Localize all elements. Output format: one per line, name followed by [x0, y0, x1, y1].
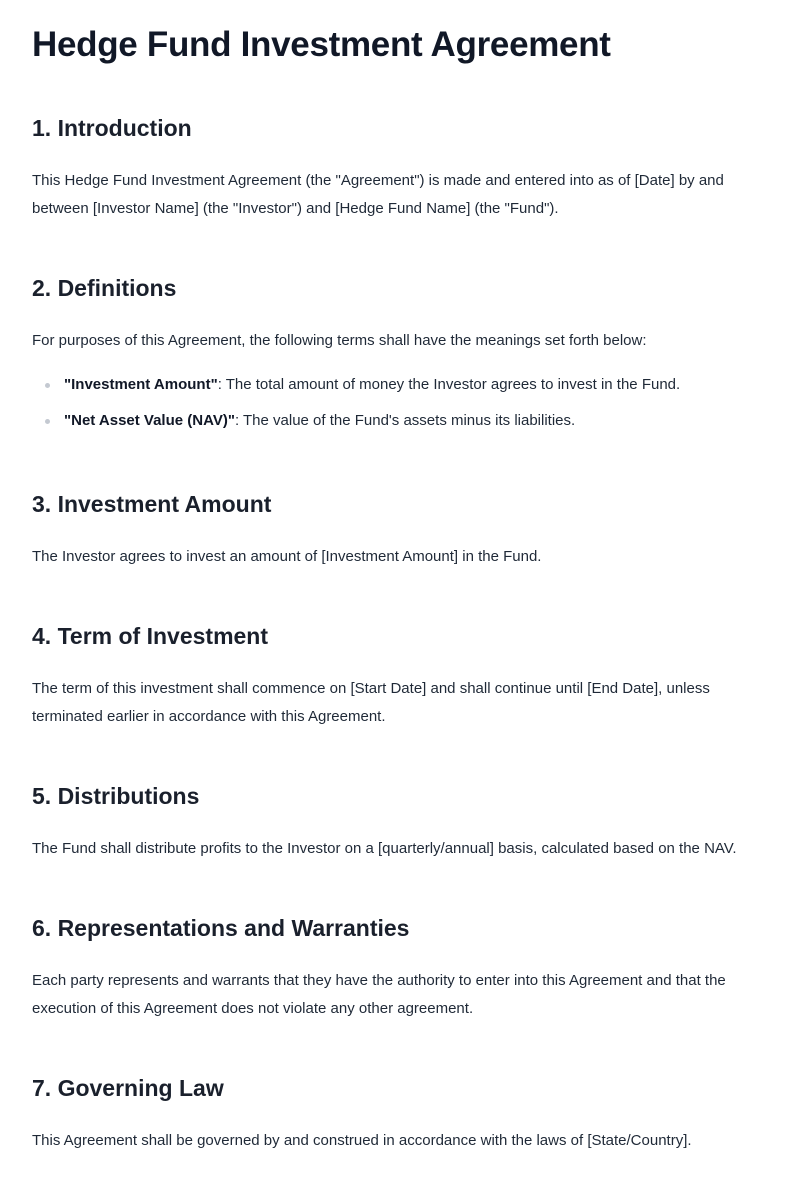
section-heading: 3. Investment Amount	[32, 491, 272, 517]
list-item	[32, 411, 770, 431]
document-title: Hedge Fund Investment Agreement	[32, 25, 611, 64]
definitions-list	[32, 375, 770, 431]
section-introduction	[32, 114, 770, 223]
section-text: The Investor agrees to invest an amount of [Investment Amount] in the Fund.	[32, 548, 542, 565]
section-representations	[32, 914, 770, 1023]
section-text: The Fund shall distribute profits to the Investor on a [quarterly/annual] basis, calculated based on the NAV.	[32, 840, 737, 857]
section-heading: 5. Distributions	[32, 783, 200, 809]
section-heading: 7. Governing Law	[32, 1075, 224, 1101]
section-term-of-investment	[32, 622, 770, 731]
section-investment-amount	[32, 490, 770, 571]
section-definitions	[32, 274, 770, 431]
section-text: Each party represents and warrants that they have the authority to enter into this Agreement and that the execution of this Agreement does not violate any other agreement.	[32, 972, 726, 1017]
section-heading: 4. Term of Investment	[32, 623, 269, 649]
section-heading: 1. Introduction	[32, 115, 192, 141]
definition-description: : The total amount of money the Investor agrees to invest in the Fund.	[217, 376, 681, 393]
definition-description: : The value of the Fund's assets minus its liabilities.	[234, 412, 576, 429]
section-text: For purposes of this Agreement, the following terms shall have the meanings set forth below:	[32, 332, 647, 349]
section-text: The term of this investment shall commence on [Start Date] and shall continue until [End Date], unless terminated earlier in accordance with this Agreement.	[32, 680, 710, 725]
section-distributions	[32, 782, 770, 863]
definition-term: "Investment Amount"	[64, 376, 218, 393]
section-heading: 6. Representations and Warranties	[32, 915, 410, 941]
section-text: This Hedge Fund Investment Agreement (the "Agreement") is made and entered into as of [Date] by and between [Investor Name] (the "Investor") and [Hedge Fund Name] (the "Fund").	[32, 172, 724, 217]
section-heading: 2. Definitions	[32, 275, 177, 301]
definition-term: "Net Asset Value (NAV)"	[64, 412, 235, 429]
list-item	[32, 375, 770, 395]
section-governing-law	[32, 1074, 770, 1155]
section-text: This Agreement shall be governed by and construed in accordance with the laws of [State/Country].	[32, 1132, 692, 1149]
